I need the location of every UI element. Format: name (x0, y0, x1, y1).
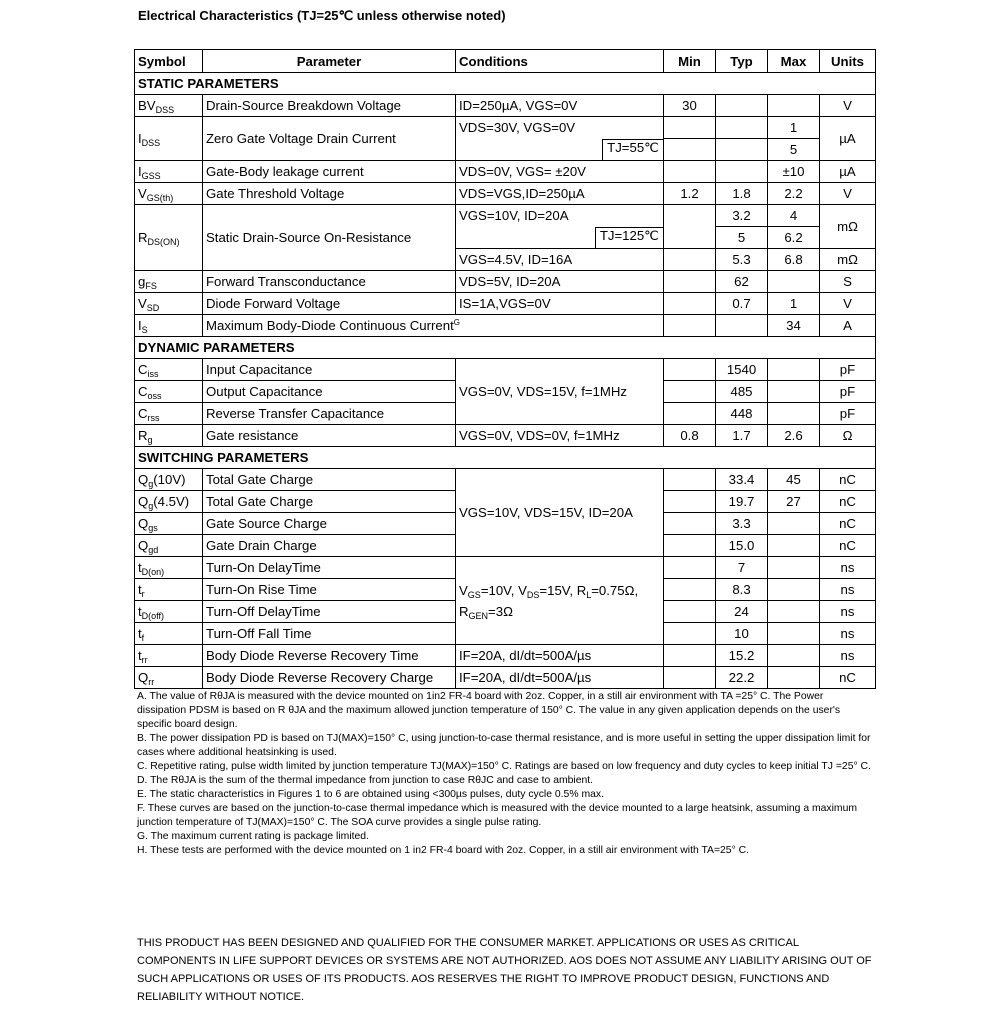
cond-cell: IS=1A,VGS=0V (456, 293, 664, 315)
cond-cell: VDS=5V, ID=20A (456, 271, 664, 293)
symbol-vsd: $V_{SD}$ (135, 293, 203, 315)
unit-cell: Ω (820, 425, 876, 447)
max-cell: 1 (768, 293, 820, 315)
symbol-qg10: $Q_g(10V)$ (135, 469, 203, 491)
header-conditions: Conditions (456, 50, 664, 73)
min-cell: 30 (664, 95, 716, 117)
typ-cell: 7 (716, 557, 768, 579)
symbol-gfs: $g_{FS}$ (135, 271, 203, 293)
footnote: H. These tests are performed with the device mounted on 1 in2 FR-4 board with 2oz. Copper, in a still air environment with TA=25° C. (137, 845, 750, 856)
unit-cell: ns (820, 601, 876, 623)
typ-cell: 15.0 (716, 535, 768, 557)
footnotes (137, 690, 872, 858)
max-cell: 2.2 (768, 183, 820, 205)
max-cell: 2.6 (768, 425, 820, 447)
symbol-ciss: $C_{iss}$ (135, 359, 203, 381)
table-header-row (135, 50, 876, 73)
cond-cell: VGS=0V, VDS=15V, f=1MHz (456, 359, 664, 425)
param-cell: Gate Drain Charge (203, 535, 456, 557)
symbol-crss: $C_{rss}$ (135, 403, 203, 425)
cond-cell: IF=20A, dI/dt=500A/µs (456, 667, 664, 689)
typ-cell: 1.8 (716, 183, 768, 205)
table-row (135, 425, 876, 447)
unit-cell: pF (820, 403, 876, 425)
table-row (135, 645, 876, 667)
typ-cell: 3.3 (716, 513, 768, 535)
param-cell: Turn-Off DelayTime (203, 601, 456, 623)
symbol-qrr: $Q_{rr}$ (135, 667, 203, 689)
param-cell: Diode Forward Voltage (203, 293, 456, 315)
max-cell: ±10 (768, 161, 820, 183)
typ-cell: 10 (716, 623, 768, 645)
header-symbol: Symbol (135, 50, 203, 73)
param-cell: Body Diode Reverse Recovery Time (203, 645, 456, 667)
cond-cell: VGS=10V, ID=20A (456, 205, 664, 227)
table-row (135, 117, 876, 139)
max-cell: 5 (768, 139, 820, 161)
symbol-suffix: (10V) (153, 472, 186, 487)
symbol-tr: $t_r$ (135, 579, 203, 601)
param-cell: Gate Source Charge (203, 513, 456, 535)
unit-cell: mΩ (820, 249, 876, 271)
table-row (135, 315, 876, 337)
unit-cell: nC (820, 667, 876, 689)
param-cell: Turn-On DelayTime (203, 557, 456, 579)
table-row (135, 469, 876, 491)
typ-cell: 1.7 (716, 425, 768, 447)
typ-cell: 3.2 (716, 205, 768, 227)
footnote: A. The value of RθJA is measured with the device mounted on 1in2 FR-4 board with 2oz. Copper, in a still air environment with TA =25° C. The Power dissipation PDSM is based on R θJA and the maximum allowed junction temperature of 150° C. The value in any given application depends on the user's specific board design. (137, 691, 841, 730)
table-row (135, 667, 876, 689)
unit-cell: ns (820, 557, 876, 579)
unit-cell: mΩ (820, 205, 876, 249)
param-cell: Total Gate Charge (203, 469, 456, 491)
unit-cell: pF (820, 381, 876, 403)
param-cell: Input Capacitance (203, 359, 456, 381)
footnote: C. Repetitive rating, pulse width limited by junction temperature TJ(MAX)=150° C. Ratings are based on low frequency and duty cycles to keep initial TJ =25° C. (137, 761, 871, 772)
footnote: B. The power dissipation PD is based on TJ(MAX)=150° C, using junction-to-case thermal resistance, and is more useful in setting the upper dissipation limit for cases where additional heatsinking is used. (137, 733, 871, 758)
table-row (135, 293, 876, 315)
unit-cell: ns (820, 579, 876, 601)
cond-sub-cell: TJ=55℃ (602, 139, 663, 161)
unit-cell: nC (820, 469, 876, 491)
cond-cell: ID=250µA, VGS=0V (456, 95, 664, 117)
footnote: G. The maximum current rating is package limited. (137, 831, 369, 842)
typ-cell: 5.3 (716, 249, 768, 271)
header-max: Max (768, 50, 820, 73)
header-units: Units (820, 50, 876, 73)
header-min: Min (664, 50, 716, 73)
unit-cell: nC (820, 491, 876, 513)
max-cell: 27 (768, 491, 820, 513)
unit-cell: µA (820, 161, 876, 183)
typ-cell: 485 (716, 381, 768, 403)
param-cell: Turn-Off Fall Time (203, 623, 456, 645)
table-row (135, 557, 876, 579)
unit-cell: V (820, 183, 876, 205)
cond-cell: IF=20A, dI/dt=500A/µs (456, 645, 664, 667)
max-cell: 4 (768, 205, 820, 227)
symbol-is: $I_S$ (135, 315, 203, 337)
param-cell: Body Diode Reverse Recovery Charge (203, 667, 456, 689)
unit-cell: V (820, 95, 876, 117)
typ-cell: 5 (716, 227, 768, 249)
symbol-tf: $t_f$ (135, 623, 203, 645)
typ-cell: 0.7 (716, 293, 768, 315)
symbol-qgd: $Q_{gd}$ (135, 535, 203, 557)
param-cell: Total Gate Charge (203, 491, 456, 513)
typ-cell: 15.2 (716, 645, 768, 667)
typ-cell: 19.7 (716, 491, 768, 513)
max-cell: 1 (768, 117, 820, 139)
param-cell: Turn-On Rise Time (203, 579, 456, 601)
typ-cell: 22.2 (716, 667, 768, 689)
symbol-rg: $R_g$ (135, 425, 203, 447)
section-switching: SWITCHING PARAMETERS (135, 447, 876, 469)
table-row (135, 161, 876, 183)
disclaimer: THIS PRODUCT HAS BEEN DESIGNED AND QUALIFIED FOR THE CONSUMER MARKET. APPLICATIONS OR USES AS CRITICAL COMPONENTS IN LIFE SUPPORT DEVICES OR SYSTEMS ARE NOT AUTHORIZED. AOS DOES NOT ASSUME ANY LIABILITY ARISING OUT OF SUCH APPLICATIONS OR USES OF ITS PRODUCTS. AOS RESERVES THE RIGHT TO IMPROVE PRODUCT DESIGN, FUNCTIONS AND RELIABILITY WITHOUT NOTICE. (137, 937, 872, 1003)
param-cell: Zero Gate Voltage Drain Current (203, 117, 456, 161)
section-dynamic: DYNAMIC PARAMETERS (135, 337, 876, 359)
table-row (135, 183, 876, 205)
symbol-idss: $I_{DSS}$ (135, 117, 203, 161)
unit-cell: pF (820, 359, 876, 381)
symbol-vgsth: $V_{GS(th)}$ (135, 183, 203, 205)
symbol-coss: $C_{oss}$ (135, 381, 203, 403)
max-cell: 6.8 (768, 249, 820, 271)
param-cell: Drain-Source Breakdown Voltage (203, 95, 456, 117)
symbol-suffix: (4.5V) (153, 494, 190, 509)
symbol-bvdss: $BV_{DSS}$ (135, 95, 203, 117)
min-cell: 0.8 (664, 425, 716, 447)
cond-cell: VGS=10V, VDS=15V, ID=20A (456, 469, 664, 557)
symbol-tdon: $t_{D(on)}$ (135, 557, 203, 579)
header-parameter: Parameter (203, 50, 456, 73)
footnote: F. These curves are based on the junction-to-case thermal impedance which is measured with the device mounted to a large heatsink, assuming a maximum junction temperature of TJ(MAX)=150° C. The SOA curve provides a single pulse rating. (137, 803, 858, 828)
symbol-qgs: $Q_{gs}$ (135, 513, 203, 535)
param-cell: Forward Transconductance (203, 271, 456, 293)
footnote: E. The static characteristics in Figures 1 to 6 are obtained using <300µs pulses, duty cycle 0.5% max. (137, 789, 604, 800)
param-cell: Reverse Transfer Capacitance (203, 403, 456, 425)
header-typ: Typ (716, 50, 768, 73)
symbol-tdoff: $t_{D(off)}$ (135, 601, 203, 623)
cond-cell: VDS=0V, VGS= ±20V (456, 161, 664, 183)
unit-cell: V (820, 293, 876, 315)
unit-cell: ns (820, 623, 876, 645)
unit-cell: nC (820, 535, 876, 557)
footnote: D. The RθJA is the sum of the thermal impedance from junction to case RθJC and case to ambient. (137, 775, 594, 786)
param-text: Maximum Body-Diode Continuous Current (206, 318, 454, 333)
table-row (135, 205, 876, 227)
unit-cell: A (820, 315, 876, 337)
table-row (135, 271, 876, 293)
section-static: STATIC PARAMETERS (135, 73, 876, 95)
typ-cell: 448 (716, 403, 768, 425)
unit-cell: ns (820, 645, 876, 667)
max-cell: 45 (768, 469, 820, 491)
symbol-qg45: $Q_g(4.5V)$ (135, 491, 203, 513)
param-cell: Gate Threshold Voltage (203, 183, 456, 205)
table-row (135, 359, 876, 381)
cond-sub-cell: TJ=125℃ (595, 227, 663, 249)
unit-cell: S (820, 271, 876, 293)
unit-cell: µA (820, 117, 876, 161)
max-cell: 34 (768, 315, 820, 337)
electrical-characteristics-table (134, 49, 876, 689)
cond-cell: $V_{GS}=10V$, $V_{DS}=15V$, $R_L=0.75\Omega$, $R_{GEN}=3\Omega$ (456, 557, 664, 645)
typ-cell: 62 (716, 271, 768, 293)
param-cell: Gate resistance (203, 425, 456, 447)
max-cell: 6.2 (768, 227, 820, 249)
param-cell: Output Capacitance (203, 381, 456, 403)
param-cell: Gate-Body leakage current (203, 161, 456, 183)
typ-cell: 33.4 (716, 469, 768, 491)
cond-cell: VGS=4.5V, ID=16A (456, 249, 664, 271)
cond-cell: VGS=0V, VDS=0V, f=1MHz (456, 425, 664, 447)
cond-cell: VDS=30V, VGS=0V (456, 117, 664, 139)
unit-cell: nC (820, 513, 876, 535)
cond-cell: VDS=VGS,ID=250µA (456, 183, 664, 205)
page-title: Electrical Characteristics (TJ=25℃ unless otherwise noted) (138, 8, 506, 23)
param-cell: Maximum Body-Diode Continuous Current$^G$ (203, 315, 664, 337)
symbol-trr: $t_{rr}$ (135, 645, 203, 667)
param-cell: Static Drain-Source On-Resistance (203, 205, 456, 271)
typ-cell: 1540 (716, 359, 768, 381)
typ-cell: 8.3 (716, 579, 768, 601)
symbol-rdson: $R_{DS(ON)}$ (135, 205, 203, 271)
table-row (135, 95, 876, 117)
typ-cell: 24 (716, 601, 768, 623)
symbol-igss: $I_{GSS}$ (135, 161, 203, 183)
min-cell: 1.2 (664, 183, 716, 205)
